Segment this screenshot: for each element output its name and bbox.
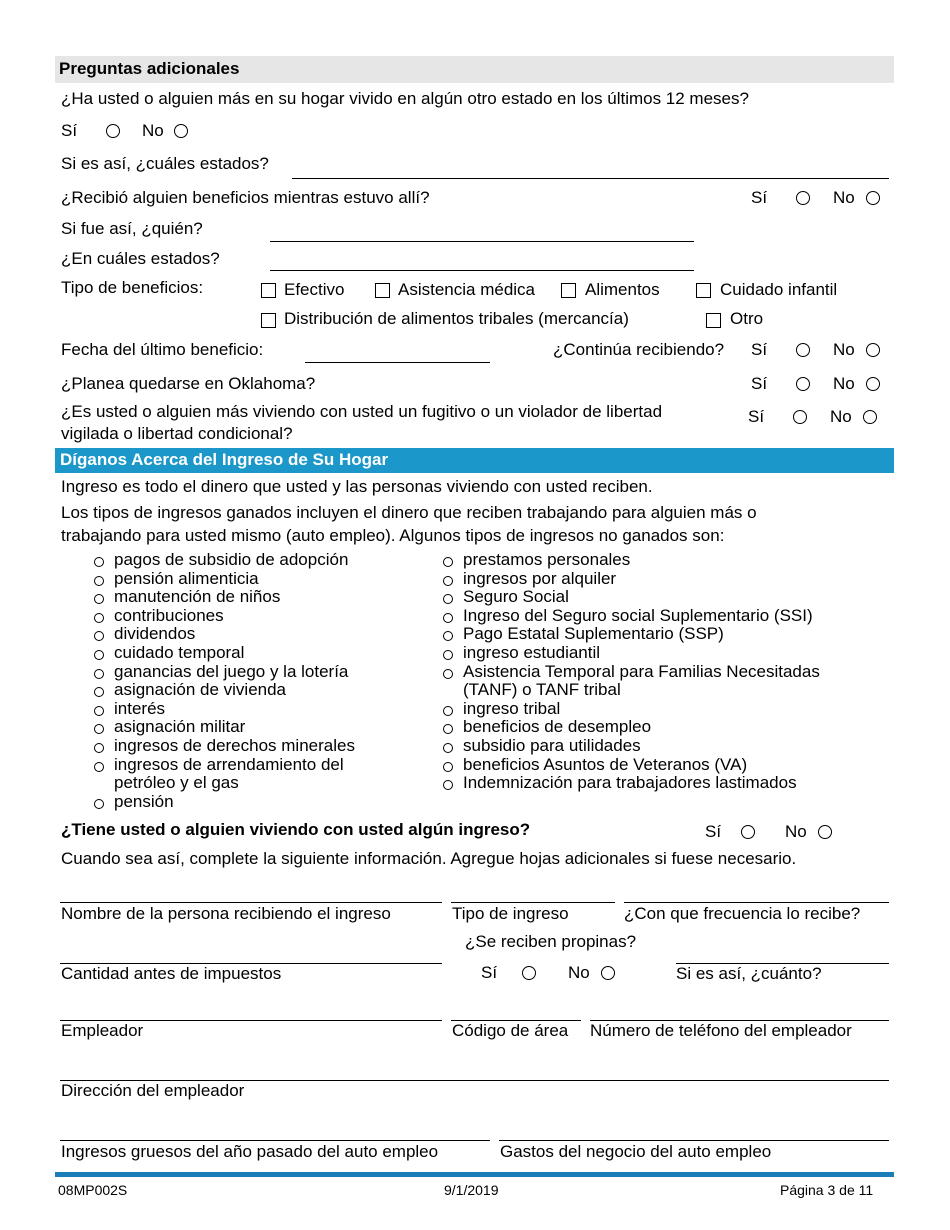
fugitive-question-line1: ¿Es usted o alguien más viviendo con usted un fugitivo o un violador de libertad (61, 402, 663, 421)
any-income-question: ¿Tiene usted o alguien viviendo con usted algún ingreso? (61, 820, 531, 839)
yes-label: Sí (751, 188, 768, 207)
no-label: No (833, 374, 855, 393)
last-benefit-date-field[interactable] (305, 362, 490, 363)
list-item: ingreso estudiantil (443, 644, 820, 663)
no-label: No (142, 121, 164, 140)
list-item: ingresos por alquiler (443, 570, 820, 589)
list-item: ingreso tribal (443, 700, 820, 719)
list-item-continuation: petróleo y el gas (114, 773, 239, 793)
received-benefits-no-radio[interactable] (866, 191, 880, 205)
tips-no-radio[interactable] (601, 966, 615, 980)
yes-label: Sí (748, 407, 765, 426)
list-item: asignación militar (94, 718, 355, 737)
self-employment-expenses-label: Gastos del negocio del auto empleo (500, 1142, 772, 1161)
list-item: cuidado temporal (94, 644, 355, 663)
fugitive-yes-radio[interactable] (793, 410, 807, 424)
any-income-no-radio[interactable] (818, 825, 832, 839)
no-label: No (833, 340, 855, 359)
amount-before-tax-label: Cantidad antes de impuestos (61, 964, 282, 983)
section-header-additional-questions (55, 56, 894, 83)
tips-yes-radio[interactable] (522, 966, 536, 980)
income-paragraph-line1: Los tipos de ingresos ganados incluyen el dinero que reciben trabajando para alguien más o (61, 503, 757, 522)
employer-label: Empleador (61, 1021, 144, 1040)
still-receiving-label: ¿Continúa recibiendo? (553, 340, 725, 359)
still-receiving-yes-radio[interactable] (796, 343, 810, 357)
list-item: Pago Estatal Suplementario (SSP) (443, 625, 820, 644)
section-title: Preguntas adicionales (59, 59, 240, 78)
no-label: No (785, 822, 807, 841)
list-item: prestamos personales (443, 551, 820, 570)
list-item: pensión (94, 793, 355, 812)
list-item: beneficios Asuntos de Veteranos (VA) (443, 756, 820, 775)
section-header-household-income (55, 448, 894, 473)
list-item: ganancias del juego y la lotería (94, 663, 355, 682)
person-name-label: Nombre de la persona recibiendo el ingreso (61, 904, 391, 923)
section-title: Díganos Acerca del Ingreso de Su Hogar (60, 450, 389, 469)
food-checkbox[interactable] (561, 283, 576, 298)
received-benefits-yes-radio[interactable] (796, 191, 810, 205)
footer-divider (55, 1172, 894, 1177)
childcare-checkbox[interactable] (696, 283, 711, 298)
income-type-field[interactable] (451, 902, 615, 903)
who-label: Si fue así, ¿quién? (61, 219, 203, 238)
who-field[interactable] (270, 241, 694, 242)
no-label: No (568, 963, 590, 982)
tribal-food-checkbox[interactable] (261, 313, 276, 328)
list-item: Indemnización para trabajadores lastimados (443, 774, 820, 793)
frequency-field[interactable] (624, 902, 889, 903)
person-name-field[interactable] (60, 902, 442, 903)
cash-label: Efectivo (284, 280, 345, 299)
medical-checkbox[interactable] (375, 283, 390, 298)
fugitive-question-line2: vigilada o libertad condicional? (61, 424, 293, 443)
gross-self-employment-field[interactable] (60, 1140, 490, 1141)
in-which-states-label: ¿En cuáles estados? (61, 249, 220, 268)
list-item: Ingreso del Seguro social Suplementario (SSI) (443, 607, 820, 626)
tips-question: ¿Se reciben propinas? (465, 932, 637, 951)
list-item: Asistencia Temporal para Familias Necesitadas (443, 663, 820, 682)
list-item: pensión alimenticia (94, 570, 355, 589)
question-received-benefits: ¿Recibió alguien beneficios mientras estuvo allí? (61, 188, 430, 207)
form-code: 08MP002S (58, 1182, 128, 1198)
no-label: No (830, 407, 852, 426)
income-paragraph-line2: trabajando para usted mismo (auto empleo). Algunos tipos de ingresos no ganados son: (61, 526, 725, 545)
unearned-income-list-right (443, 551, 820, 793)
income-type-label: Tipo de ingreso (452, 904, 569, 923)
tips-amount-label: Si es así, ¿cuánto? (676, 964, 822, 983)
last-benefit-date-label: Fecha del último beneficio: (61, 340, 264, 359)
gross-self-employment-label: Ingresos gruesos del año pasado del auto empleo (61, 1142, 439, 1161)
yes-label: Sí (705, 822, 722, 841)
list-item: interés (94, 700, 355, 719)
still-receiving-no-radio[interactable] (866, 343, 880, 357)
list-item: asignación de vivienda (94, 681, 355, 700)
other-checkbox[interactable] (706, 313, 721, 328)
yes-label: Sí (751, 340, 768, 359)
list-item: beneficios de desempleo (443, 718, 820, 737)
list-item: subsidio para utilidades (443, 737, 820, 756)
no-label: No (833, 188, 855, 207)
any-income-yes-radio[interactable] (741, 825, 755, 839)
lived-other-state-no-radio[interactable] (174, 124, 188, 138)
income-instructions: Cuando sea así, complete la siguiente información. Agregue hojas adicionales si fuese necesario. (61, 849, 797, 868)
list-item: contribuciones (94, 607, 355, 626)
fugitive-no-radio[interactable] (863, 410, 877, 424)
yes-label: Sí (751, 374, 768, 393)
list-item: Seguro Social (443, 588, 820, 607)
page-number: Página 3 de 11 (780, 1182, 874, 1198)
cash-checkbox[interactable] (261, 283, 276, 298)
stay-oklahoma-no-radio[interactable] (866, 377, 880, 391)
list-item: dividendos (94, 625, 355, 644)
benefit-type-label: Tipo de beneficios: (61, 278, 204, 297)
employer-phone-label: Número de teléfono del empleador (590, 1021, 852, 1040)
question-lived-other-state: ¿Ha usted o alguien más en su hogar vivido en algún otro estado en los últimos 12 meses? (61, 89, 749, 108)
medical-label: Asistencia médica (398, 280, 536, 299)
area-code-label: Código de área (452, 1021, 569, 1040)
form-date: 9/1/2019 (444, 1182, 499, 1198)
list-item: manutención de niños (94, 588, 355, 607)
list-item-continuation: (TANF) o TANF tribal (463, 680, 621, 700)
list-item: pagos de subsidio de adopción (94, 551, 355, 570)
income-intro: Ingreso es todo el dinero que usted y las personas viviendo con usted reciben. (61, 477, 653, 496)
in-which-states-field[interactable] (270, 270, 694, 271)
yes-label: Sí (481, 963, 498, 982)
which-states-label: Si es así, ¿cuáles estados? (61, 154, 269, 173)
stay-oklahoma-question: ¿Planea quedarse en Oklahoma? (61, 374, 316, 393)
childcare-label: Cuidado infantil (720, 280, 838, 299)
which-states-field[interactable] (292, 178, 889, 179)
food-label: Alimentos (585, 280, 660, 299)
unearned-income-list-left (94, 551, 355, 811)
self-employment-expenses-field[interactable] (499, 1140, 889, 1141)
frequency-label: ¿Con que frecuencia lo recibe? (624, 904, 861, 923)
stay-oklahoma-yes-radio[interactable] (796, 377, 810, 391)
yes-label: Sí (61, 121, 78, 140)
list-item: ingresos de derechos minerales (94, 737, 355, 756)
list-item: ingresos de arrendamiento del (94, 756, 355, 775)
other-label: Otro (730, 309, 764, 328)
lived-other-state-yes-radio[interactable] (106, 124, 120, 138)
tribal-food-label: Distribución de alimentos tribales (mercancía) (284, 309, 629, 328)
employer-address-label: Dirección del empleador (61, 1081, 245, 1100)
